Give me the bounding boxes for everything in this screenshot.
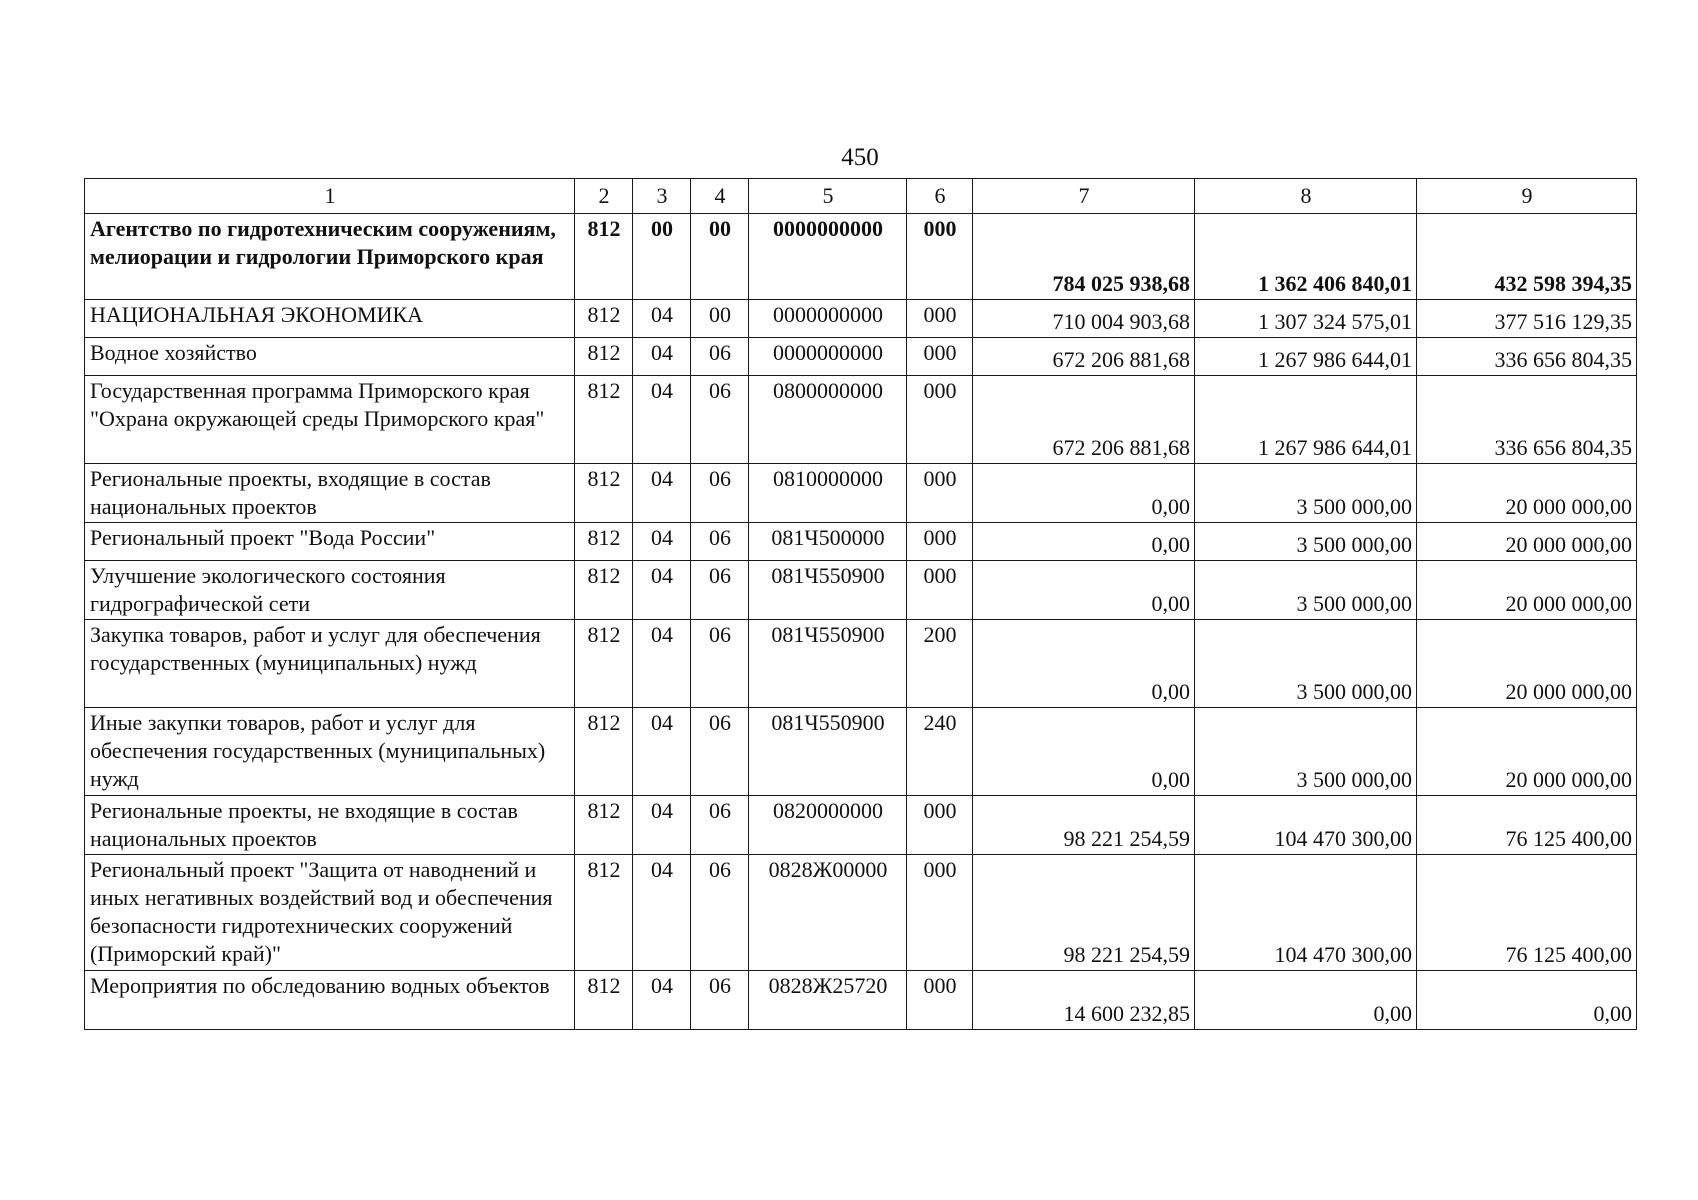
code-cell: 000 <box>907 300 973 338</box>
code-cell: 00 <box>691 214 749 300</box>
budget-table <box>84 178 1637 1030</box>
column-header: 1 <box>85 179 575 214</box>
amount-cell: 14 600 232,85 <box>973 971 1195 1030</box>
amount-cell: 710 004 903,68 <box>973 300 1195 338</box>
column-header: 8 <box>1195 179 1417 214</box>
page-number: 450 <box>841 144 879 171</box>
code-cell: 000 <box>907 376 973 464</box>
amount-cell: 1 267 986 644,01 <box>1195 338 1417 376</box>
code-cell: 812 <box>575 620 633 708</box>
amount-cell: 76 125 400,00 <box>1417 855 1637 971</box>
code-cell: 000 <box>907 796 973 855</box>
column-header: 5 <box>749 179 907 214</box>
code-cell: 812 <box>575 855 633 971</box>
amount-cell: 0,00 <box>973 523 1195 561</box>
amount-cell: 76 125 400,00 <box>1417 796 1637 855</box>
table-row <box>85 376 1637 464</box>
code-cell: 000 <box>907 971 973 1030</box>
code-cell: 812 <box>575 708 633 796</box>
code-cell: 04 <box>633 708 691 796</box>
code-cell: 812 <box>575 300 633 338</box>
amount-cell: 3 500 000,00 <box>1195 620 1417 708</box>
column-header: 2 <box>575 179 633 214</box>
code-cell: 812 <box>575 523 633 561</box>
amount-cell: 0,00 <box>973 708 1195 796</box>
code-cell: 04 <box>633 300 691 338</box>
row-name: Региональные проекты, входящие в состав национальных проектов <box>85 464 575 523</box>
row-name: Иные закупки товаров, работ и услуг для обеспечения государственных (муниципальных) нужд <box>85 708 575 796</box>
table-row <box>85 338 1637 376</box>
code-cell: 081Ч550900 <box>749 561 907 620</box>
code-cell: 000 <box>907 523 973 561</box>
row-name: Региональный проект "Защита от наводнений и иных негативных воздействий вод и обеспечения безопасности гидротехнических сооружений (Приморский край)" <box>85 855 575 971</box>
column-header: 9 <box>1417 179 1637 214</box>
amount-cell: 20 000 000,00 <box>1417 708 1637 796</box>
amount-cell: 336 656 804,35 <box>1417 338 1637 376</box>
column-header: 6 <box>907 179 973 214</box>
code-cell: 06 <box>691 796 749 855</box>
table-row <box>85 523 1637 561</box>
code-cell: 06 <box>691 561 749 620</box>
code-cell: 04 <box>633 464 691 523</box>
amount-cell: 672 206 881,68 <box>973 376 1195 464</box>
amount-cell: 98 221 254,59 <box>973 796 1195 855</box>
amount-cell: 3 500 000,00 <box>1195 561 1417 620</box>
code-cell: 04 <box>633 796 691 855</box>
row-name: Государственная программа Приморского края "Охрана окружающей среды Приморского края" <box>85 376 575 464</box>
amount-cell: 20 000 000,00 <box>1417 523 1637 561</box>
amount-cell: 20 000 000,00 <box>1417 561 1637 620</box>
table-row <box>85 561 1637 620</box>
row-name: Закупка товаров, работ и услуг для обеспечения государственных (муниципальных) нужд <box>85 620 575 708</box>
code-cell: 200 <box>907 620 973 708</box>
code-cell: 000 <box>907 214 973 300</box>
code-cell: 06 <box>691 855 749 971</box>
amount-cell: 432 598 394,35 <box>1417 214 1637 300</box>
code-cell: 812 <box>575 376 633 464</box>
code-cell: 04 <box>633 338 691 376</box>
code-cell: 240 <box>907 708 973 796</box>
amount-cell: 3 500 000,00 <box>1195 523 1417 561</box>
code-cell: 00 <box>633 214 691 300</box>
code-cell: 06 <box>691 708 749 796</box>
code-cell: 0000000000 <box>749 300 907 338</box>
code-cell: 812 <box>575 796 633 855</box>
table-row <box>85 971 1637 1030</box>
table-row <box>85 796 1637 855</box>
code-cell: 0000000000 <box>749 214 907 300</box>
code-cell: 04 <box>633 855 691 971</box>
code-cell: 00 <box>691 300 749 338</box>
row-name: Мероприятия по обследованию водных объектов <box>85 971 575 1030</box>
amount-cell: 98 221 254,59 <box>973 855 1195 971</box>
code-cell: 0000000000 <box>749 338 907 376</box>
code-cell: 06 <box>691 971 749 1030</box>
row-name: Водное хозяйство <box>85 338 575 376</box>
column-header: 3 <box>633 179 691 214</box>
row-name: Региональные проекты, не входящие в состав национальных проектов <box>85 796 575 855</box>
code-cell: 812 <box>575 561 633 620</box>
amount-cell: 20 000 000,00 <box>1417 620 1637 708</box>
amount-cell: 672 206 881,68 <box>973 338 1195 376</box>
code-cell: 04 <box>633 376 691 464</box>
code-cell: 0828Ж00000 <box>749 855 907 971</box>
code-cell: 000 <box>907 464 973 523</box>
code-cell: 06 <box>691 464 749 523</box>
code-cell: 06 <box>691 338 749 376</box>
code-cell: 06 <box>691 523 749 561</box>
row-name: Региональный проект "Вода России" <box>85 523 575 561</box>
amount-cell: 336 656 804,35 <box>1417 376 1637 464</box>
table-row <box>85 464 1637 523</box>
amount-cell: 3 500 000,00 <box>1195 708 1417 796</box>
amount-cell: 0,00 <box>1417 971 1637 1030</box>
amount-cell: 104 470 300,00 <box>1195 855 1417 971</box>
code-cell: 0828Ж25720 <box>749 971 907 1030</box>
code-cell: 06 <box>691 376 749 464</box>
amount-cell: 0,00 <box>973 620 1195 708</box>
code-cell: 04 <box>633 523 691 561</box>
code-cell: 0820000000 <box>749 796 907 855</box>
amount-cell: 3 500 000,00 <box>1195 464 1417 523</box>
code-cell: 081Ч550900 <box>749 620 907 708</box>
table-row <box>85 855 1637 971</box>
code-cell: 812 <box>575 971 633 1030</box>
code-cell: 000 <box>907 561 973 620</box>
code-cell: 081Ч550900 <box>749 708 907 796</box>
amount-cell: 784 025 938,68 <box>973 214 1195 300</box>
code-cell: 04 <box>633 561 691 620</box>
amount-cell: 1 362 406 840,01 <box>1195 214 1417 300</box>
table-row <box>85 214 1637 300</box>
code-cell: 812 <box>575 338 633 376</box>
amount-cell: 0,00 <box>1195 971 1417 1030</box>
code-cell: 000 <box>907 855 973 971</box>
amount-cell: 104 470 300,00 <box>1195 796 1417 855</box>
amount-cell: 0,00 <box>973 561 1195 620</box>
row-name: Улучшение экологического состояния гидрографической сети <box>85 561 575 620</box>
column-header: 7 <box>973 179 1195 214</box>
amount-cell: 1 307 324 575,01 <box>1195 300 1417 338</box>
code-cell: 812 <box>575 214 633 300</box>
code-cell: 000 <box>907 338 973 376</box>
column-header: 4 <box>691 179 749 214</box>
table-row <box>85 300 1637 338</box>
code-cell: 0800000000 <box>749 376 907 464</box>
code-cell: 06 <box>691 620 749 708</box>
amount-cell: 20 000 000,00 <box>1417 464 1637 523</box>
table-row <box>85 708 1637 796</box>
code-cell: 0810000000 <box>749 464 907 523</box>
amount-cell: 1 267 986 644,01 <box>1195 376 1417 464</box>
amount-cell: 377 516 129,35 <box>1417 300 1637 338</box>
amount-cell: 0,00 <box>973 464 1195 523</box>
row-name: НАЦИОНАЛЬНАЯ ЭКОНОМИКА <box>85 300 575 338</box>
code-cell: 081Ч500000 <box>749 523 907 561</box>
table-header-row <box>85 179 1637 214</box>
code-cell: 04 <box>633 971 691 1030</box>
code-cell: 04 <box>633 620 691 708</box>
table-row <box>85 620 1637 708</box>
code-cell: 812 <box>575 464 633 523</box>
row-name: Агентство по гидротехническим сооружениям, мелиорации и гидрологии Приморского края <box>85 214 575 300</box>
